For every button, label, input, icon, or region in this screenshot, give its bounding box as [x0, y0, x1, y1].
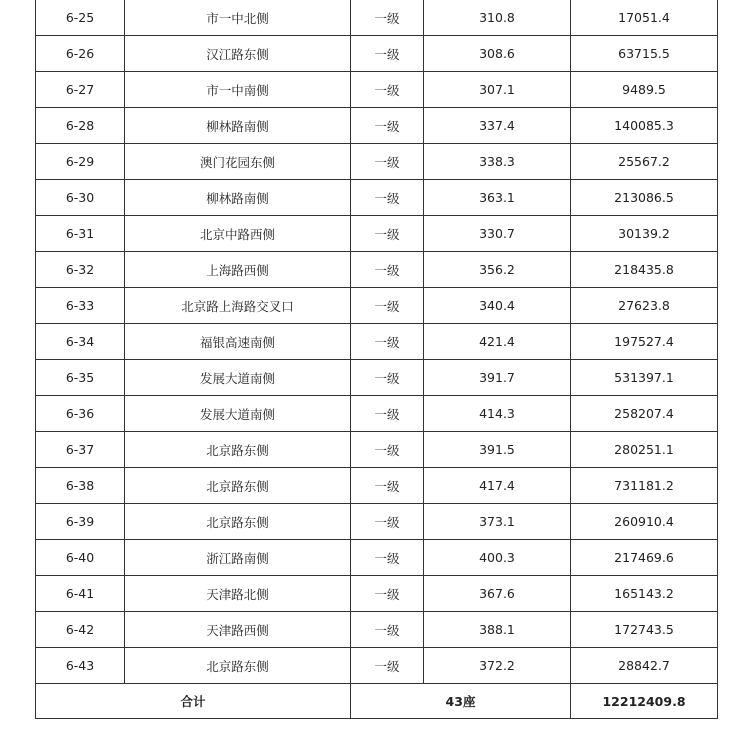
- cell-value: 307.1: [424, 72, 571, 108]
- cell-area: 28842.7: [571, 648, 718, 684]
- land-table: [35, 0, 718, 719]
- cell-value: 421.4: [424, 324, 571, 360]
- cell-id: 6-36: [36, 396, 125, 432]
- cell-level: 一级: [351, 108, 424, 144]
- cell-id: 6-34: [36, 324, 125, 360]
- cell-area: 27623.8: [571, 288, 718, 324]
- total-row: [36, 684, 718, 719]
- cell-value: 367.6: [424, 576, 571, 612]
- cell-value: 388.1: [424, 612, 571, 648]
- cell-id: 6-25: [36, 0, 125, 36]
- table-row: [36, 360, 718, 396]
- cell-area: 172743.5: [571, 612, 718, 648]
- cell-level: 一级: [351, 504, 424, 540]
- cell-location: 北京中路西侧: [125, 216, 351, 252]
- cell-location: 柳林路南侧: [125, 108, 351, 144]
- table-row: [36, 540, 718, 576]
- table-row: [36, 648, 718, 684]
- total-count: 43座: [351, 684, 571, 719]
- cell-area: 197527.4: [571, 324, 718, 360]
- cell-location: 北京路东侧: [125, 504, 351, 540]
- cell-location: 天津路北侧: [125, 576, 351, 612]
- cell-level: 一级: [351, 36, 424, 72]
- total-label: 合计: [36, 684, 351, 719]
- cell-value: 391.7: [424, 360, 571, 396]
- cell-id: 6-35: [36, 360, 125, 396]
- cell-level: 一级: [351, 72, 424, 108]
- cell-id: 6-29: [36, 144, 125, 180]
- cell-location: 北京路东侧: [125, 468, 351, 504]
- cell-area: 140085.3: [571, 108, 718, 144]
- cell-value: 330.7: [424, 216, 571, 252]
- cell-location: 市一中南侧: [125, 72, 351, 108]
- cell-level: 一级: [351, 216, 424, 252]
- table-row: [36, 144, 718, 180]
- cell-area: 217469.6: [571, 540, 718, 576]
- table-row: [36, 324, 718, 360]
- cell-level: 一级: [351, 180, 424, 216]
- table-row: [36, 72, 718, 108]
- cell-area: 531397.1: [571, 360, 718, 396]
- cell-location: 上海路西侧: [125, 252, 351, 288]
- cell-area: 30139.2: [571, 216, 718, 252]
- cell-id: 6-30: [36, 180, 125, 216]
- table-row: [36, 180, 718, 216]
- table-row: [36, 576, 718, 612]
- cell-value: 310.8: [424, 0, 571, 36]
- cell-value: 340.4: [424, 288, 571, 324]
- land-table-container: [35, 0, 712, 719]
- cell-value: 356.2: [424, 252, 571, 288]
- table-row: [36, 0, 718, 36]
- cell-id: 6-28: [36, 108, 125, 144]
- cell-location: 发展大道南侧: [125, 396, 351, 432]
- cell-location: 天津路西侧: [125, 612, 351, 648]
- cell-area: 258207.4: [571, 396, 718, 432]
- cell-location: 澳门花园东侧: [125, 144, 351, 180]
- cell-level: 一级: [351, 288, 424, 324]
- cell-location: 浙江路南侧: [125, 540, 351, 576]
- table-row: [36, 432, 718, 468]
- cell-level: 一级: [351, 324, 424, 360]
- cell-area: 165143.2: [571, 576, 718, 612]
- cell-level: 一级: [351, 576, 424, 612]
- cell-id: 6-31: [36, 216, 125, 252]
- cell-level: 一级: [351, 144, 424, 180]
- cell-id: 6-33: [36, 288, 125, 324]
- table-row: [36, 252, 718, 288]
- cell-level: 一级: [351, 360, 424, 396]
- cell-value: 338.3: [424, 144, 571, 180]
- table-row: [36, 612, 718, 648]
- cell-area: 63715.5: [571, 36, 718, 72]
- cell-level: 一级: [351, 540, 424, 576]
- cell-value: 400.3: [424, 540, 571, 576]
- cell-id: 6-38: [36, 468, 125, 504]
- cell-level: 一级: [351, 0, 424, 36]
- cell-value: 363.1: [424, 180, 571, 216]
- cell-id: 6-26: [36, 36, 125, 72]
- cell-id: 6-37: [36, 432, 125, 468]
- cell-location: 北京路东侧: [125, 432, 351, 468]
- cell-level: 一级: [351, 468, 424, 504]
- cell-level: 一级: [351, 612, 424, 648]
- cell-location: 发展大道南侧: [125, 360, 351, 396]
- cell-id: 6-40: [36, 540, 125, 576]
- cell-location: 福银高速南侧: [125, 324, 351, 360]
- cell-location: 市一中北侧: [125, 0, 351, 36]
- cell-id: 6-39: [36, 504, 125, 540]
- cell-id: 6-32: [36, 252, 125, 288]
- table-body: [36, 0, 718, 684]
- cell-level: 一级: [351, 252, 424, 288]
- cell-area: 731181.2: [571, 468, 718, 504]
- total-sum: 12212409.8: [571, 684, 718, 719]
- table-row: [36, 504, 718, 540]
- cell-location: 北京路上海路交叉口: [125, 288, 351, 324]
- cell-area: 280251.1: [571, 432, 718, 468]
- cell-value: 337.4: [424, 108, 571, 144]
- cell-value: 373.1: [424, 504, 571, 540]
- cell-location: 柳林路南侧: [125, 180, 351, 216]
- cell-value: 372.2: [424, 648, 571, 684]
- cell-value: 417.4: [424, 468, 571, 504]
- cell-id: 6-43: [36, 648, 125, 684]
- cell-area: 25567.2: [571, 144, 718, 180]
- table-row: [36, 468, 718, 504]
- cell-id: 6-41: [36, 576, 125, 612]
- cell-id: 6-42: [36, 612, 125, 648]
- cell-level: 一级: [351, 648, 424, 684]
- cell-level: 一级: [351, 396, 424, 432]
- cell-level: 一级: [351, 432, 424, 468]
- cell-id: 6-27: [36, 72, 125, 108]
- cell-area: 213086.5: [571, 180, 718, 216]
- cell-location: 汉江路东侧: [125, 36, 351, 72]
- cell-value: 391.5: [424, 432, 571, 468]
- table-row: [36, 396, 718, 432]
- table-row: [36, 36, 718, 72]
- cell-value: 414.3: [424, 396, 571, 432]
- table-row: [36, 216, 718, 252]
- cell-area: 9489.5: [571, 72, 718, 108]
- cell-value: 308.6: [424, 36, 571, 72]
- cell-location: 北京路东侧: [125, 648, 351, 684]
- cell-area: 260910.4: [571, 504, 718, 540]
- cell-area: 218435.8: [571, 252, 718, 288]
- table-row: [36, 108, 718, 144]
- cell-area: 17051.4: [571, 0, 718, 36]
- table-row: [36, 288, 718, 324]
